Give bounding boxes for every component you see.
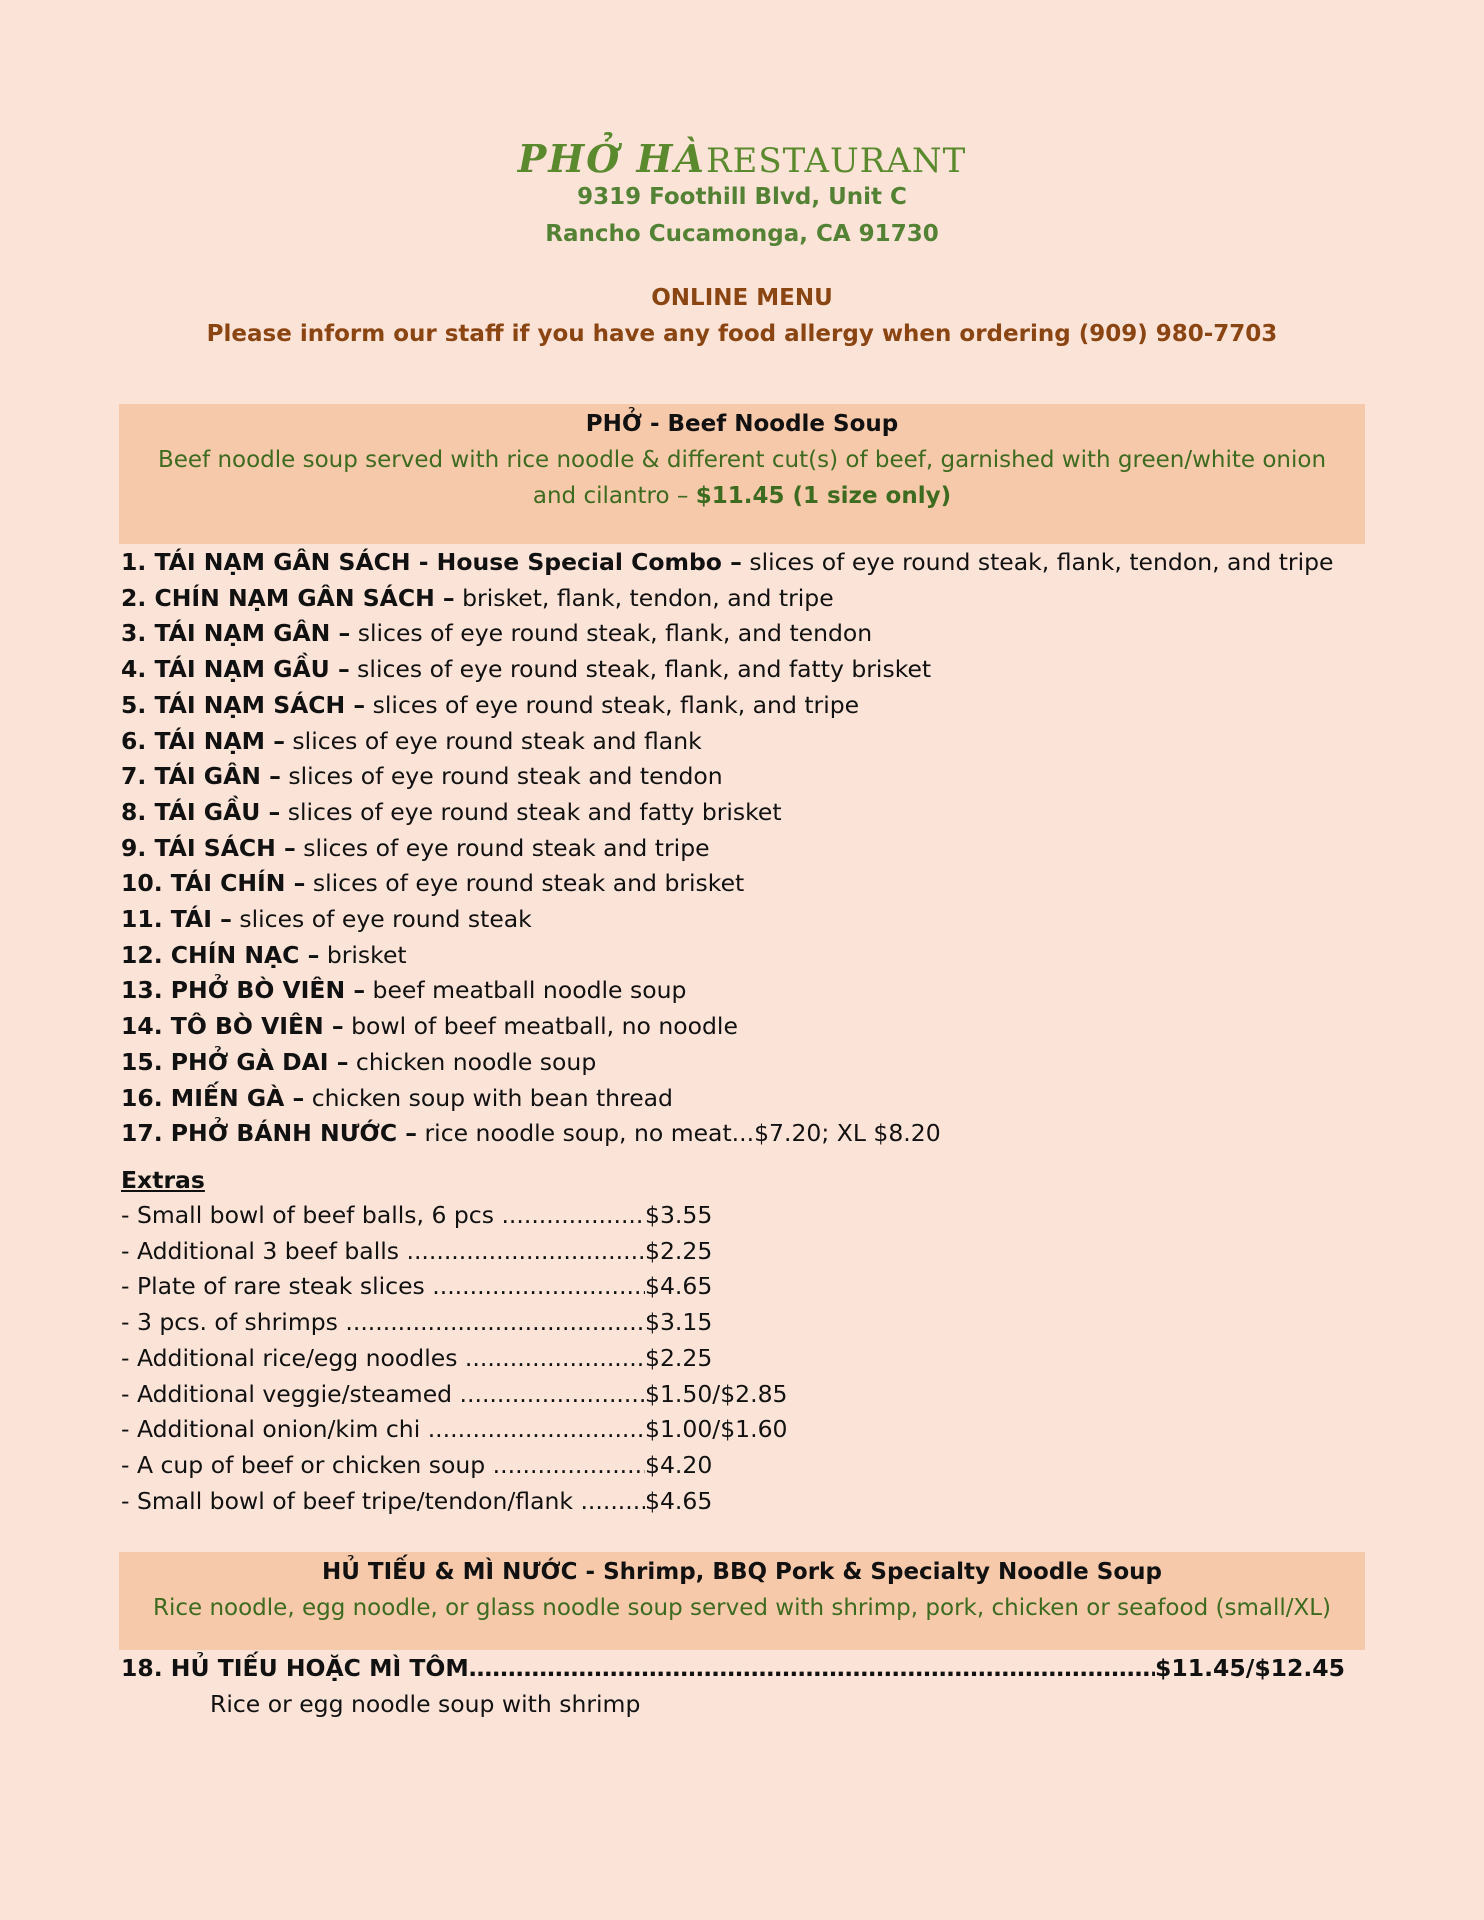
list-item: 12. CHÍN NẠC – brisket [121, 940, 407, 969]
allergy-notice: Please inform our staff if you have any food allergy when ordering (909) 980-7703 [206, 321, 1278, 347]
hu-tieu-section-desc: Rice noodle, egg noodle, or glass noodle soup served with shrimp, pork, chicken or seafood (small/XL) [152, 1595, 1332, 1621]
pho-desc-text: and cilantro – [532, 483, 696, 509]
extras-item: - Additional rice/egg noodles ..... $2.25 [121, 1341, 787, 1377]
list-item: 7. TÁI GÂN – slices of eye round steak and tendon [121, 762, 723, 791]
list-item: 5. TÁI NẠM SÁCH – slices of eye round steak, flank, and tripe [121, 690, 860, 719]
pho-section-title: PHỞ - Beef Noodle Soup [585, 411, 899, 437]
item-18-price: $11.45/$12.45 [1155, 1654, 1345, 1682]
extras-item: - Additional onion/kim chi ..... $1.00/$1.60 [121, 1412, 787, 1448]
address-line1: 9319 Foothill Blvd, Unit C [577, 184, 907, 210]
hu-tieu-section-header [119, 1552, 1365, 1650]
extras-item: - 3 pcs. of shrimps ..... $3.15 [121, 1305, 787, 1341]
list-item: 15. PHỞ GÀ DAI – chicken noodle soup [121, 1047, 597, 1076]
extras-list [121, 1198, 787, 1519]
item-18-row [121, 1654, 1345, 1682]
list-item: 16. MIẾN GÀ – chicken soup with bean thread [121, 1083, 673, 1112]
list-item: 17. PHỞ BÁNH NƯỚC – rice noodle soup, no meat...$7.20; XL $8.20 [121, 1119, 941, 1148]
extras-item: - Small bowl of beef tripe/tendon/flank ..... $4.65 [121, 1484, 787, 1520]
extras-item: - Plate of rare steak slices ..... $4.65 [121, 1269, 787, 1305]
list-item: 14. TÔ BÒ VIÊN – bowl of beef meatball, no noodle [121, 1012, 738, 1041]
list-item: 11. TÁI – slices of eye round steak [121, 905, 532, 934]
extras-item: - Additional veggie/steamed ..... $1.50/$2.85 [121, 1377, 787, 1413]
list-item: 13. PHỞ BÒ VIÊN – beef meatball noodle soup [121, 976, 687, 1005]
list-item: 1. TÁI NẠM GÂN SÁCH - House Special Combo – slices of eye round steak, flank, tendon, and tripe [121, 548, 1334, 576]
extras-title: Extras [121, 1166, 205, 1194]
item-18-leader-dots [469, 1654, 1155, 1682]
list-item: 8. TÁI GẦU – slices of eye round steak and fatty brisket [121, 797, 782, 826]
pho-section-header [119, 404, 1365, 544]
logo-word-text: RESTAURANT [705, 141, 967, 181]
extras-item: - Additional 3 beef balls ..... $2.25 [121, 1234, 787, 1270]
hu-tieu-section-title: HỦ TIẾU & MÌ NƯỚC - Shrimp, BBQ Pork & Specialty Noodle Soup [322, 1559, 1162, 1585]
list-item: 10. TÁI CHÍN – slices of eye round steak and brisket [121, 869, 745, 898]
pho-section-desc-line2 [119, 478, 1365, 514]
list-item: 9. TÁI SÁCH – slices of eye round steak and tripe [121, 833, 710, 862]
item-18-name: 18. HỦ TIẾU HOẶC MÌ TÔM [121, 1654, 469, 1682]
extras-item: - A cup of beef or chicken soup ..... $4.20 [121, 1448, 787, 1484]
restaurant-logo [0, 136, 1484, 184]
menu-title: ONLINE MENU [651, 285, 833, 311]
logo-script-text: PHỞ HÀ [517, 136, 706, 181]
pho-section-desc-line1: Beef noodle soup served with rice noodle & different cut(s) of beef, garnished with green/white onion [157, 447, 1327, 473]
extras-item: - Small bowl of beef balls, 6 pcs ..... $3.55 [121, 1198, 787, 1234]
address-line2: Rancho Cucamonga, CA 91730 [545, 221, 939, 247]
item-18-desc: Rice or egg noodle soup with shrimp [210, 1690, 641, 1718]
list-item: 2. CHÍN NẠM GÂN SÁCH – brisket, flank, tendon, and tripe [121, 583, 834, 612]
pho-item-list [121, 545, 1381, 1152]
pho-price: $11.45 (1 size only) [695, 483, 952, 509]
list-item: 4. TÁI NẠM GẦU – slices of eye round steak, flank, and fatty brisket [121, 655, 932, 684]
list-item: 6. TÁI NẠM – slices of eye round steak and flank [121, 726, 702, 755]
list-item: 3. TÁI NẠM GÂN – slices of eye round steak, flank, and tendon [121, 619, 873, 648]
